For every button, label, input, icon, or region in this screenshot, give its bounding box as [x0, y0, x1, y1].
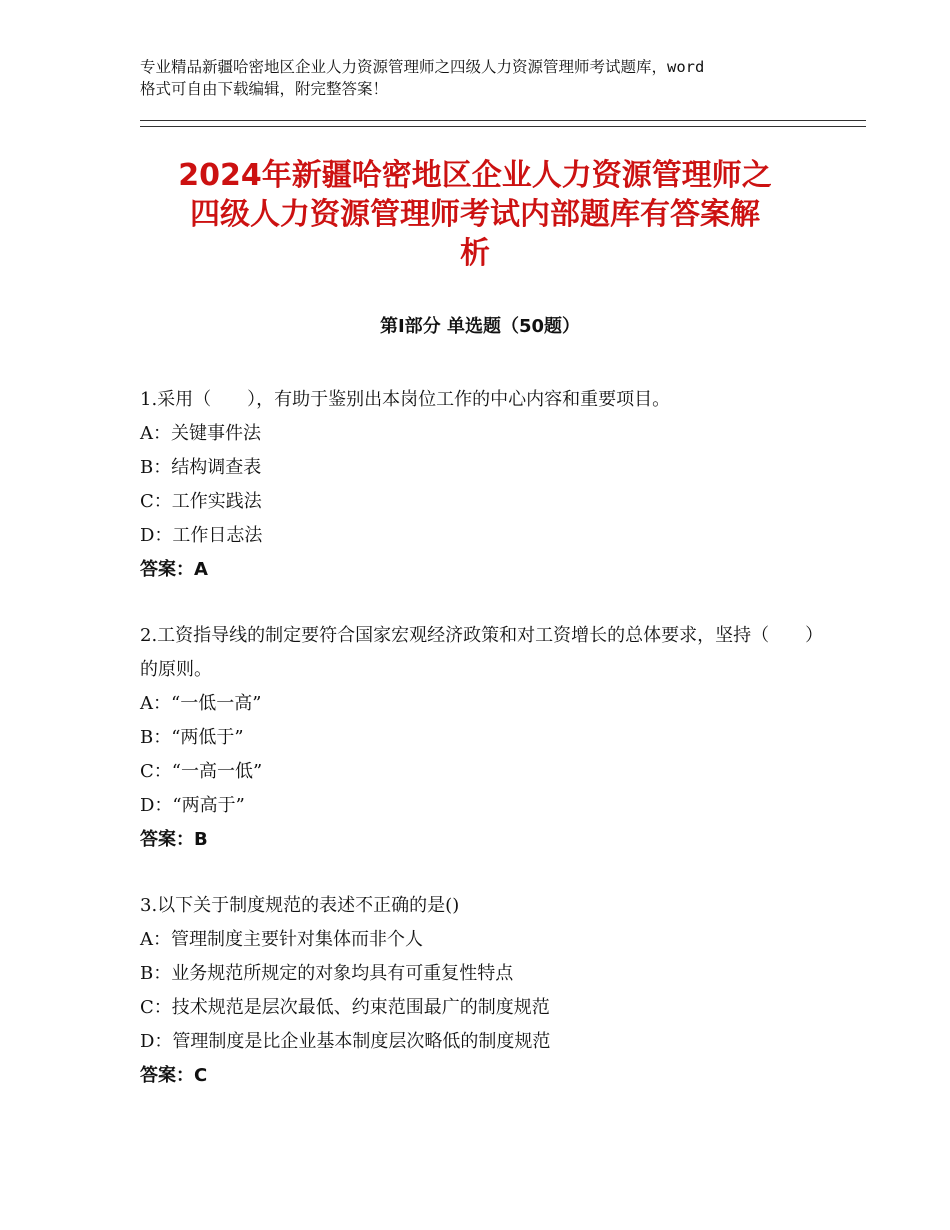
question-3: [140, 889, 820, 1093]
option-d: D：“两高于”: [140, 795, 245, 816]
header-line-2: 格式可自由下载编辑，附完整答案！: [140, 80, 389, 98]
option-c: C：工作实践法: [140, 491, 262, 512]
question-1: [140, 383, 820, 587]
document-title: [110, 156, 840, 273]
question-stem: 3.以下关于制度规范的表述不正确的是(): [140, 895, 460, 916]
option-a: A：关键事件法: [140, 423, 261, 444]
option-c: C：技术规范是层次最低、约束范围最广的制度规范: [140, 997, 550, 1018]
answer-label: 答案：A: [140, 559, 208, 580]
option-d: D：管理制度是比企业基本制度层次略低的制度规范: [140, 1031, 551, 1052]
question-2: [140, 619, 820, 857]
answer-label: 答案：C: [140, 1065, 208, 1086]
option-d: D：工作日志法: [140, 525, 263, 546]
header-divider: [140, 120, 866, 127]
option-a: A：“一低一高”: [140, 693, 262, 714]
title-line-3: 析: [460, 236, 490, 271]
title-line-2: 四级人力资源管理师考试内部题库有答案解: [190, 197, 760, 232]
answer-label: 答案：B: [140, 829, 208, 850]
option-a: A：管理制度主要针对集体而非个人: [140, 929, 423, 950]
option-b: B：“两低于”: [140, 727, 244, 748]
section-title: 第Ⅰ部分 单选题（50题）: [379, 316, 580, 337]
option-b: B：业务规范所规定的对象均具有可重复性特点: [140, 963, 514, 984]
question-stem: 1.采用（ ），有助于鉴别出本岗位工作的中心内容和重要项目。: [140, 389, 671, 410]
header-line-1: 专业精品新疆哈密地区企业人力资源管理师之四级人力资源管理师考试题库，word: [140, 58, 705, 76]
option-c: C：“一高一低”: [140, 761, 263, 782]
title-line-1: 2024年新疆哈密地区企业人力资源管理师之: [178, 158, 772, 193]
question-list: [140, 383, 820, 1125]
page-header: [140, 56, 830, 100]
option-b: B：结构调查表: [140, 457, 262, 478]
question-stem: 2.工资指导线的制定要符合国家宏观经济政策和对工资增长的总体要求，坚持（ ）的原则。: [140, 625, 815, 680]
